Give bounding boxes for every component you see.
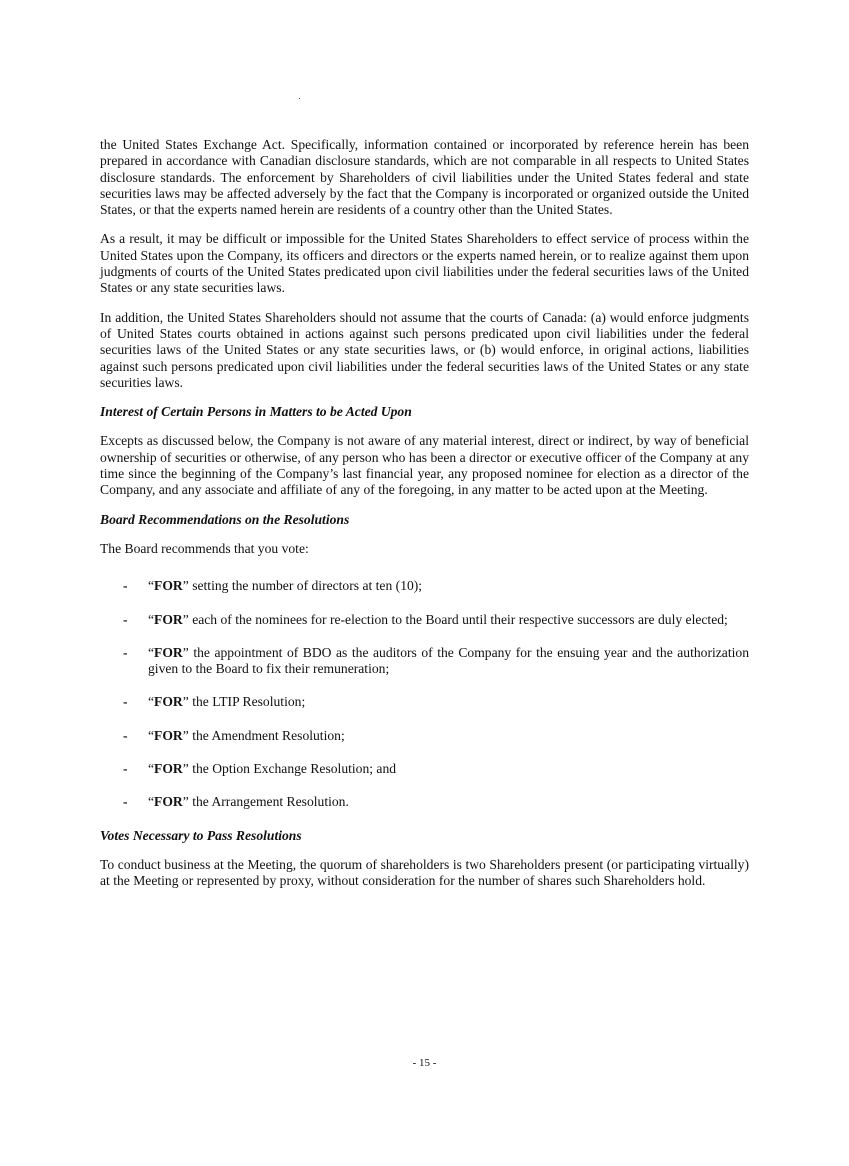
recommendation-item: [100, 612, 749, 628]
recommendation-text: setting the number of directors at ten (10);: [188, 578, 423, 594]
close-quote: ”: [182, 644, 189, 660]
open-quote: “: [148, 727, 155, 743]
recommendation-list: [100, 578, 749, 810]
recommendation-text: the LTIP Resolution;: [188, 694, 306, 710]
recommendation-text: the Option Exchange Resolution; and: [188, 761, 397, 777]
close-quote: ”: [182, 794, 189, 810]
page-number: - 15 -: [412, 1057, 437, 1069]
bullet-dash: -: [123, 644, 128, 660]
close-quote: ”: [182, 694, 189, 710]
heading-board-recommendations: Board Recommendations on the Resolutions: [100, 511, 350, 527]
recommendation-keyword: FOR: [154, 761, 183, 777]
recommendation-item: [100, 794, 749, 810]
heading-votes-necessary: Votes Necessary to Pass Resolutions: [100, 827, 302, 843]
close-quote: ”: [182, 761, 189, 777]
bullet-dash: -: [123, 694, 128, 710]
paragraph-service-of-process: As a result, it may be difficult or impossible for the United States Shareholders to effect service of process within the United States upon the Company, its officers and directors or the experts named herein, or to realize against them upon judgments of courts of the United States predicated upon civil liabilities under the federal securities laws of the United States or any state securities laws.: [100, 231, 749, 296]
bullet-dash: -: [123, 761, 128, 777]
close-quote: ”: [182, 578, 189, 594]
paragraph-courts-of-canada: In addition, the United States Shareholders should not assume that the courts of Canada: (a) would enforce judgments of United States courts obtained in actions against such persons predicated upon civil liabilities under the federal securities laws of the United States or any state securities laws, or (b) would enforce, in original actions, liabilities against such persons predicated upon civil liabilities under the federal securities laws of the United States or any state securities laws.: [100, 309, 749, 390]
paragraph-board-recommends: The Board recommends that you vote:: [100, 540, 309, 556]
recommendation-item: [100, 761, 749, 777]
paragraph-material-interest: Excepts as discussed below, the Company is not aware of any material interest, direct or indirect, by way of beneficial ownership of securities or otherwise, of any person who has been a director or executive officer of the Company at any time since the beginning of the Company’s last financial year, any proposed nominee for election as a director of the Company, and any associate and affiliate of any of the foregoing, in any matter to be acted upon at the Meeting.: [100, 433, 749, 498]
recommendation-item: [100, 578, 749, 594]
close-quote: ”: [182, 611, 189, 627]
recommendation-item: [100, 645, 749, 678]
recommendation-keyword: FOR: [154, 794, 183, 810]
bullet-dash: -: [123, 611, 128, 627]
close-quote: ”: [182, 727, 189, 743]
recommendation-keyword: FOR: [154, 644, 183, 660]
open-quote: “: [148, 761, 155, 777]
open-quote: “: [148, 578, 155, 594]
open-quote: “: [148, 611, 155, 627]
paragraph-exchange-act: the United States Exchange Act. Specifically, information contained or incorporated by reference herein has been prepared in accordance with Canadian disclosure standards, which are not comparable in all respects to United States disclosure standards. The enforcement by Shareholders of civil liabilities under the United States federal and state securities laws may be affected adversely by the fact that the Company is incorporated or organized outside the United States, or that the experts named herein are residents of a country other than the United States.: [100, 137, 749, 218]
bullet-dash: -: [123, 578, 128, 594]
recommendation-keyword: FOR: [154, 578, 183, 594]
recommendation-text: the appointment of BDO as the auditors of the Company for the ensuing year and the authorization given to the Board to fix their remuneration;: [148, 644, 749, 677]
recommendation-keyword: FOR: [154, 727, 183, 743]
open-quote: “: [148, 794, 155, 810]
recommendation-text: the Arrangement Resolution.: [188, 794, 349, 810]
recommendation-text: the Amendment Resolution;: [188, 727, 345, 743]
recommendation-keyword: FOR: [154, 694, 183, 710]
heading-interest-of-certain-persons: Interest of Certain Persons in Matters to be Acted Upon: [100, 404, 412, 420]
recommendation-item: [100, 728, 749, 744]
open-quote: “: [148, 694, 155, 710]
recommendation-item: [100, 694, 749, 710]
recommendation-keyword: FOR: [154, 611, 183, 627]
paragraph-quorum: To conduct business at the Meeting, the quorum of shareholders is two Shareholders present (or participating virtually) at the Meeting or represented by proxy, without consideration for the number of shares such Shareholders hold.: [100, 856, 749, 889]
bullet-dash: -: [123, 727, 128, 743]
scan-dot-mark: [299, 98, 300, 99]
open-quote: “: [148, 644, 155, 660]
recommendation-text: each of the nominees for re-election to the Board until their respective successors are duly elected;: [188, 611, 728, 627]
bullet-dash: -: [123, 794, 128, 810]
document-body: [100, 137, 749, 903]
